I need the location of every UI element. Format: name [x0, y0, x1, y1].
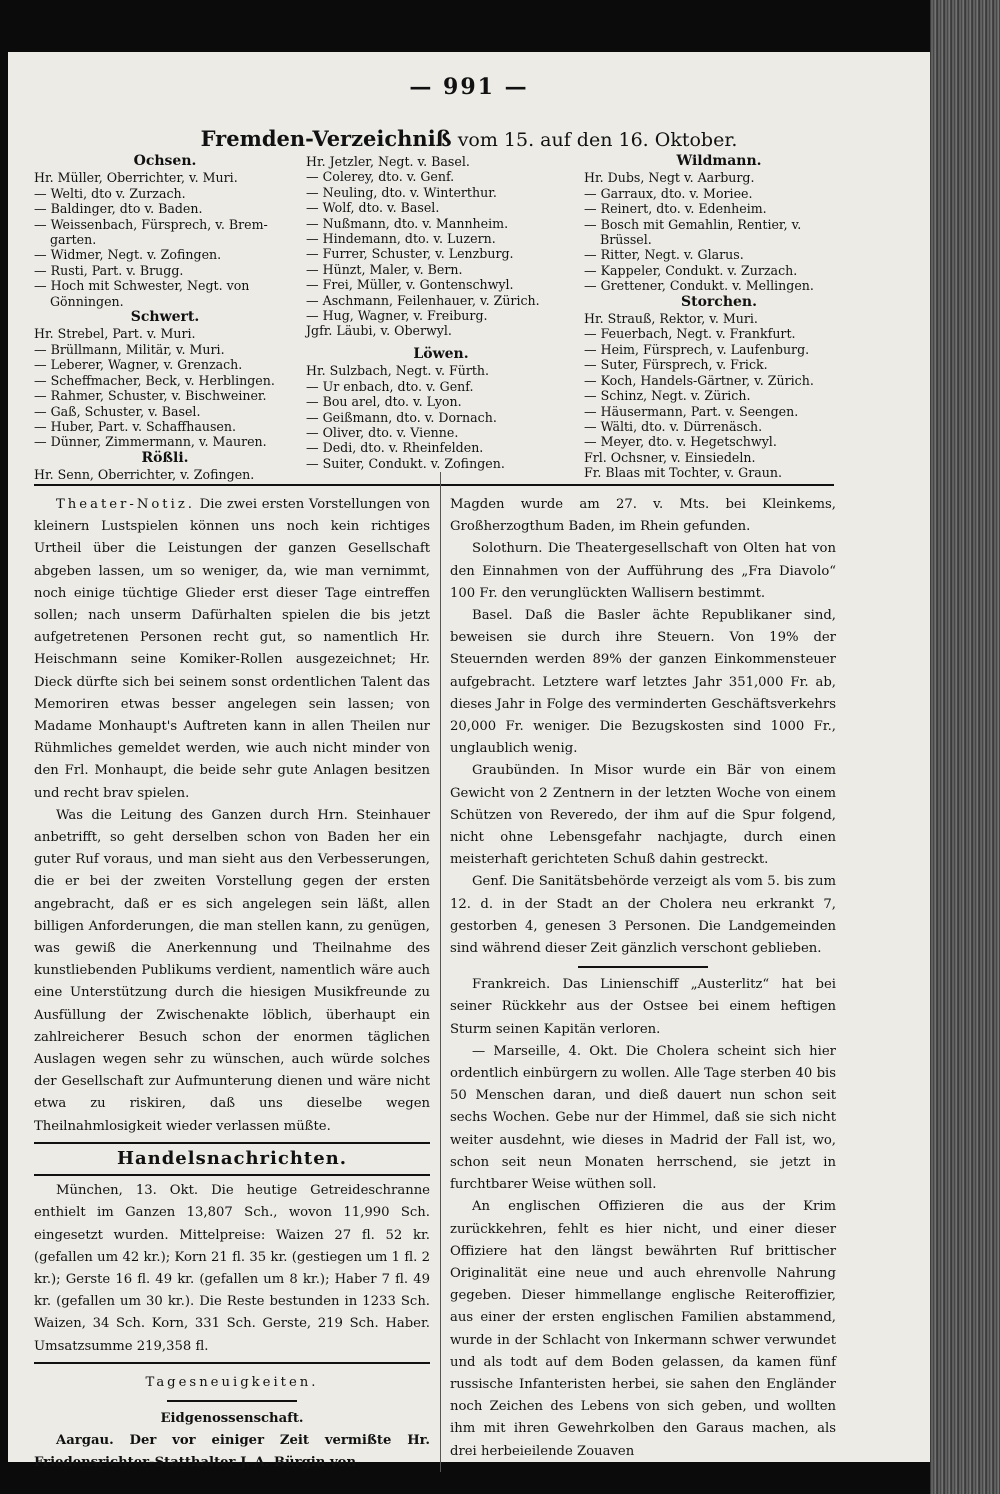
guest-line: — Weissenbach, Fürsprech, v. Brem-: [34, 216, 268, 232]
guest-line: — Colerey, dto. v. Genf.: [306, 169, 455, 185]
guest-line: — Widmer, Negt. v. Zofingen.: [34, 247, 222, 263]
guest-line: — Oliver, dto. v. Vienne.: [306, 424, 459, 440]
register-dates: vom 15. auf den 16. Oktober.: [457, 129, 738, 151]
basel-text: Basel. Daß die Basler ächte Republikaner sind, beweisen sie durch ihre Steuern. Von 19% der Steuernden werden 89% der ganzen Einkommensteuer aufgebracht. Letztere warf letztes Jahr 351,000 Fr. ab, dieses Jahr in Folge des verminderten Geschäftsverkehrs 20,000 Fr. weniger. Die Bezugskosten sind 1000 Fr., unglaublich wenig.: [450, 608, 836, 757]
guest-line: — Scheffmacher, Beck, v. Herblingen.: [34, 372, 275, 388]
guest-line: Fr. Blaas mit Tochter, v. Graun.: [584, 465, 782, 481]
hotel-heading: Löwen.: [413, 345, 469, 362]
guest-line: garten.: [50, 232, 97, 248]
short-divider: [167, 1400, 297, 1402]
column-divider: [440, 472, 441, 1472]
guest-line: Hr. Müller, Oberrichter, v. Muri.: [34, 170, 238, 186]
guest-line: — Ritter, Negt. v. Glarus.: [584, 247, 744, 263]
left-column: [34, 494, 430, 1475]
guest-line: — Brüllmann, Militär, v. Muri.: [34, 341, 225, 357]
guest-line: — Neuling, dto. v. Winterthur.: [306, 184, 497, 200]
guest-line: Hr. Strebel, Part. v. Muri.: [34, 326, 196, 342]
page-number: — 991 —: [409, 74, 529, 100]
theater-text-2: Was die Leitung des Ganzen durch Hrn. Steinhauer anbetrifft, so geht derselben schon von Baden her ein guter Ruf voraus, und man sieht aus den Verbesserungen, die er bei der zweiten Vorstellung gegen der ersten angebracht, daß er es sich angelegen sein läßt, allen billigen Anforderungen, die man stellen kann, zu genügen, was gewiß die Anerkennung und Theilnahme des kunstliebenden Publikums verdient, namentlich wäre auch eine Unterstützung durch die hiesigen Musikfreunde zu Ausfüllung der Zwischenakte löblich, überhaupt ein zahlreicherer Besuch schon der enormen täglichen Auslagen wegen sehr zu wünschen, auch würde solches der Gesellschaft zur Aufmunterung dienen und wäre nicht etwa zu riskiren, daß uns dieselbe wegen Theilnahmlosigkeit wieder verlassen müßte.: [34, 807, 430, 1134]
guest-line: Jgfr. Läubi, v. Oberwyl.: [306, 323, 452, 339]
register-heading: Fremden-Verzeichniß: [200, 126, 452, 151]
right-column: [450, 494, 836, 1463]
guest-line: — Bou arel, dto. v. Lyon.: [306, 394, 462, 410]
guest-line: — Geißmann, dto. v. Dornach.: [306, 409, 497, 425]
guest-line: — Bosch mit Gemahlin, Rentier, v.: [584, 216, 802, 232]
book-spine: [930, 0, 1000, 1494]
hotel-heading: Rößli.: [141, 449, 189, 466]
guest-line: — Dedi, dto. v. Rheinfelden.: [306, 440, 484, 456]
confederation-heading: Eidgenossenschaft.: [160, 1410, 304, 1426]
trade-news-text: München, 13. Okt. Die heutige Getreideschranne enthielt im Ganzen 13,807 Sch., wovon 11,990 Sch. eingesetzt wurden. Mittelpreise: Waizen 27 fl. 52 kr. (gefallen um 42 kr.); Korn 21 fl. 35 kr. (gestiegen um 1 fl. 2 kr.); Gerste 16 fl. 49 kr. (gefallen um 8 kr.); Haber 7 fl. 49 kr. (gefallen um 30 kr.). Die Reste bestunden in 1233 Sch. Waizen, 34 Sch. Korn, 331 Sch. Gerste, 219 Sch. Haber. Umsatzsumme 219,358 fl.: [34, 1183, 430, 1354]
marseille-text: — Marseille, 4. Okt. Die Cholera scheint sich hier ordentlich einbürgern zu wollen. Alle Tage sterben 40 bis 50 Menschen daran, und dieß dauert nun schon seit sechs Wochen. Gebe nur der Himmel, daß sie sich nicht weiter ausdehnt, wie dieses in Madrid der Fall ist, wo, schon seit neun Monaten herrschend, sie jetzt in furchtbarer Weise wüthen soll.: [450, 1043, 836, 1193]
register-col-1: [34, 154, 296, 483]
register-col-3: [584, 154, 854, 481]
hotel-heading: Schwert.: [130, 309, 200, 326]
guest-line: — Nußmann, dto. v. Mannheim.: [306, 215, 509, 231]
guest-line: — Grettener, Condukt. v. Mellingen.: [584, 278, 814, 294]
guest-line: — Koch, Handels-Gärtner, v. Zürich.: [584, 372, 814, 388]
theater-notice: [34, 494, 430, 805]
solothurn-text: Solothurn. Die Theatergesellschaft von Olten hat von den Einnahmen von der Aufführung des „Fra Diavolo“ 100 Fr. den verunglückten Wallisern bestimmt.: [450, 541, 836, 601]
section-divider: [34, 1142, 430, 1144]
guest-line: — Kappeler, Condukt. v. Zurzach.: [584, 262, 798, 278]
daily-news-heading: Tagesneuigkeiten.: [145, 1374, 319, 1390]
guest-line: — Baldinger, dto v. Baden.: [34, 201, 203, 217]
magden-text: Magden wurde am 27. v. Mts. bei Kleinkems, Großherzogthum Baden, im Rhein gefunden.: [450, 497, 836, 535]
guest-line: — Hindemann, dto. v. Luzern.: [306, 231, 496, 247]
graubuenden-text: Graubünden. In Misor wurde ein Bär von einem Gewicht von 2 Zentnern in der letzten Woche von einem Schützen von Reveredo, der ihm auf die Spur folgend, nicht ohne Lebensgefahr nachjagte, durch einen meisterhaft gerichteten Schuß dahin gestreckt.: [450, 763, 836, 868]
guest-line: — Welti, dto v. Zurzach.: [34, 185, 186, 201]
france-text: Frankreich. Das Linienschiff „Austerlitz“ hat bei seiner Rückkehr aus der Ostsee bei einem heftigen Sturm seinen Kapitän verloren.: [450, 977, 836, 1037]
guest-line: Hr. Sulzbach, Negt. v. Fürth.: [306, 363, 490, 379]
hotel-heading: Storchen.: [681, 293, 757, 310]
aargau-text: Aargau. Der vor einiger Zeit vermißte Hr. Friedensrichter-Statthalter J. A. Bürgin von: [34, 1433, 430, 1471]
guest-line: — Suiter, Condukt. v. Zofingen.: [306, 455, 505, 471]
guest-line: — Wälti, dto. v. Dürrenäsch.: [584, 418, 763, 434]
guest-line: — Schinz, Negt. v. Zürich.: [584, 388, 751, 404]
guest-line: — Heim, Fürsprech, v. Laufenburg.: [584, 341, 810, 357]
guest-line: — Suter, Fürsprech, v. Frick.: [584, 357, 768, 373]
guest-line: — Hünzt, Maler, v. Bern.: [306, 261, 463, 277]
guest-line: — Aschmann, Feilenhauer, v. Zürich.: [306, 292, 540, 308]
guest-line: — Frei, Müller, v. Gontenschwyl.: [306, 277, 514, 293]
guest-line: — Rusti, Part. v. Brugg.: [34, 262, 184, 278]
guest-line: — Reinert, dto. v. Edenheim.: [584, 201, 767, 217]
newspaper-page: [8, 52, 930, 1471]
guest-line: — Furrer, Schuster, v. Lenzburg.: [306, 246, 514, 262]
theater-text-1: Die zwei ersten Vorstellungen von kleinern Lustspielen können uns noch kein richtiges Urtheil über die Leistungen der ganzen Gesellschaft abgeben lassen, um so weniger, da, wie man vernimmt, noch einige tüchtige Glieder erst dieser Tage eintreffen sollen; nach unserm Dafürhalten spielen die bis jetzt aufgetretenen Personen recht gut, so namentlich Hr. Heischmann seine Komiker-Rollen ausgezeichnet; Hr. Dieck dürfte sich bei seinem sonst ordentlichen Talent das Memoriren etwas besser angelegen sein lassen; von Madame Monhaupt's Auftreten kann in allen Theilen nur Rühmliches gemeldet werden, wie auch nicht minder von den Frl. Monhaupt, die beide sehr gute Anlagen besitzen und recht brav spielen.: [34, 497, 430, 801]
guest-line: — Huber, Part. v. Schaffhausen.: [34, 418, 236, 434]
theater-heading: Theater-Notiz.: [56, 497, 195, 512]
trade-news-heading: Handelsnachrichten.: [116, 1147, 348, 1169]
guest-line: — Ur enbach, dto. v. Genf.: [306, 378, 474, 394]
register-col-2: [306, 154, 576, 471]
guest-line: — Hug, Wagner, v. Freiburg.: [306, 308, 488, 324]
guest-line: — Wolf, dto. v. Basel.: [306, 200, 440, 216]
hotel-heading: Wildmann.: [676, 153, 762, 169]
hotel-heading: Ochsen.: [133, 153, 197, 169]
guest-line: — Dünner, Zimmermann, v. Mauren.: [34, 434, 267, 450]
guest-line: — Garraux, dto. v. Moriee.: [584, 185, 753, 201]
guest-line: Gönningen.: [50, 293, 124, 309]
section-divider: [34, 1362, 430, 1364]
section-divider: [34, 1174, 430, 1176]
guest-line: — Feuerbach, Negt. v. Frankfurt.: [584, 326, 796, 342]
guest-line: — Meyer, dto. v. Hegetschwyl.: [584, 434, 777, 450]
guest-line: Hr. Jetzler, Negt. v. Basel.: [306, 154, 470, 169]
short-divider: [578, 966, 708, 968]
guest-line: Brüssel.: [600, 232, 652, 248]
guest-line: — Hoch mit Schwester, Negt. von: [34, 278, 250, 294]
guest-line: — Gaß, Schuster, v. Basel.: [34, 403, 201, 419]
guest-line: Hr. Dubs, Negt v. Aarburg.: [584, 170, 755, 186]
guest-line: — Leberer, Wagner, v. Grenzach.: [34, 357, 243, 373]
geneva-text: Genf. Die Sanitätsbehörde verzeigt als vom 5. bis zum 12. d. in der Stadt an der Cholera neu erkrankt 7, gestorben 4, genesen 3 Personen. Die Landgemeinden sind während dieser Zeit gänzlich verschont geblieben.: [450, 874, 836, 957]
guest-line: Hr. Senn, Oberrichter, v. Zofingen.: [34, 467, 255, 483]
guest-line: Hr. Strauß, Rektor, v. Muri.: [584, 311, 758, 327]
guest-line: Frl. Ochsner, v. Einsiedeln.: [584, 449, 756, 465]
officer-text: An englischen Offizieren die aus der Krim zurückkehren, fehlt es hier nicht, und einer dieser Offiziere hat den längst bewährten Ruf brittischer Originalität eine neue und auch ehrenvolle Nahrung gegeben. Dieser himmellange englische Reiteroffizier, aus einer der ersten englischen Familien abstammend, wurde in der Schlacht von Inkermann schwer verwundet und als todt auf dem Boden gelassen, da kamen fünf russische Infanteristen herbei, sie sahen den Engländer noch Zeichen des Lebens von sich geben, und wollten ihm mit ihren Gewehrkolben den Garaus machen, als drei herbeieilende Zouaven: [450, 1199, 836, 1459]
guest-line: — Häusermann, Part. v. Seengen.: [584, 403, 799, 419]
register-title: [8, 126, 930, 151]
guest-line: — Rahmer, Schuster, v. Bischweiner.: [34, 388, 267, 404]
register-divider: [34, 484, 834, 486]
